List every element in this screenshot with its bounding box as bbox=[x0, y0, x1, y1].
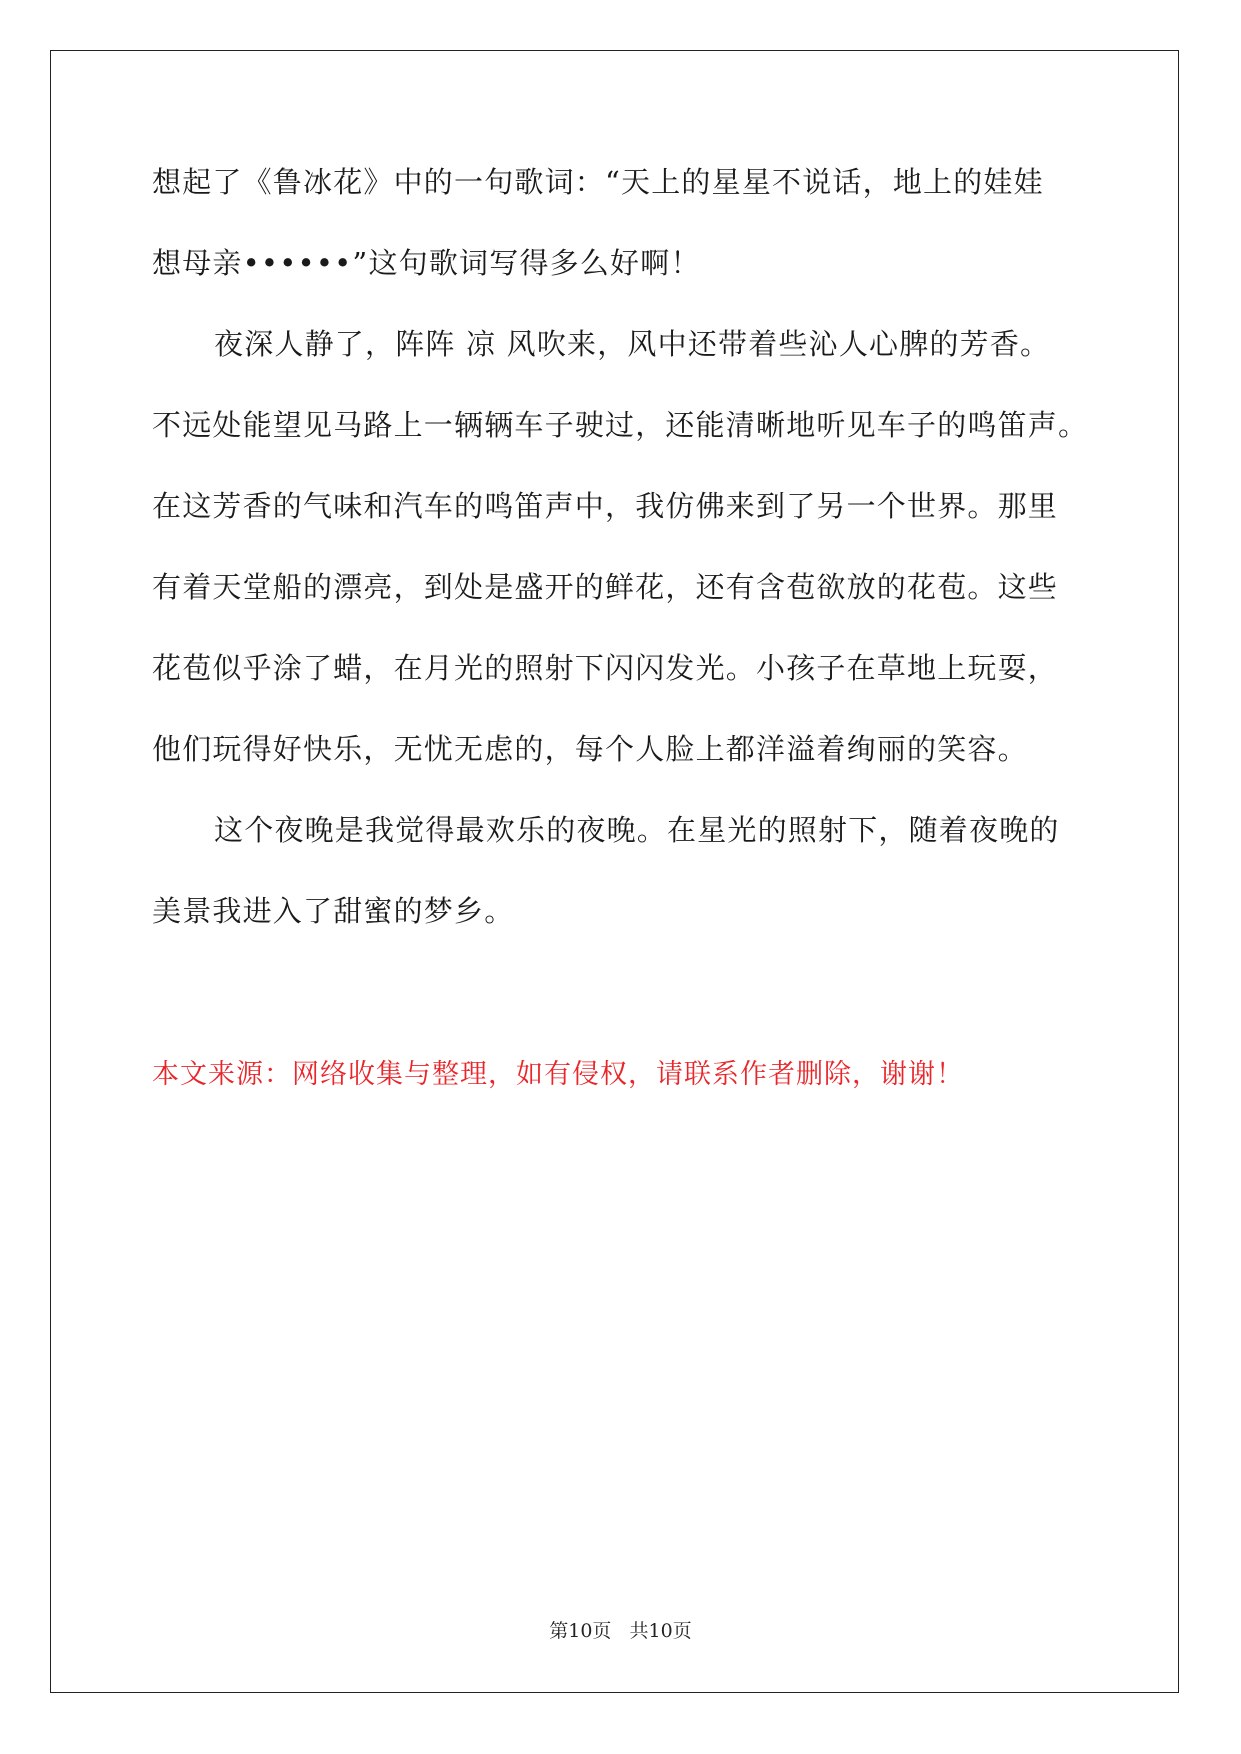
text-line: 有着天堂船的漂亮，到处是盛开的鲜花，还有含苞欲放的花苞。这些 bbox=[152, 570, 1059, 604]
text-line: 想起了《鲁冰花》中的一句歌词：“天上的星星不说话，地上的娃娃 bbox=[152, 165, 1044, 199]
source-note: 本文来源：网络收集与整理，如有侵权，请联系作者删除，谢谢！ bbox=[152, 1059, 964, 1090]
paragraph-start-line: 夜深人静了，阵阵 凉 风吹来，风中还带着些沁人心脾的芳香。 bbox=[214, 327, 1051, 361]
text-line: 不远处能望见马路上一辆辆车子驶过，还能清晰地听见车子的鸣笛声。 bbox=[152, 408, 1089, 442]
text-line: 美景我进入了甜蜜的梦乡。 bbox=[152, 894, 515, 928]
text-line: 花苞似乎涂了蜡，在月光的照射下闪闪发光。小孩子在草地上玩耍， bbox=[152, 651, 1059, 685]
document-body bbox=[152, 162, 1092, 972]
page-number: 第10页 共10页 bbox=[549, 1620, 692, 1642]
text-line: 他们玩得好快乐，无忧无虑的，每个人脸上都洋溢着绚丽的笑容。 bbox=[152, 732, 1028, 766]
paragraph-start-line: 这个夜晚是我觉得最欢乐的夜晚。在星光的照射下，随着夜晚的 bbox=[214, 813, 1060, 847]
text-line: 在这芳香的气味和汽车的鸣笛声中，我仿佛来到了另一个世界。那里 bbox=[152, 489, 1059, 523]
text-line: 想母亲••••••”这句歌词写得多么好啊！ bbox=[152, 246, 701, 280]
